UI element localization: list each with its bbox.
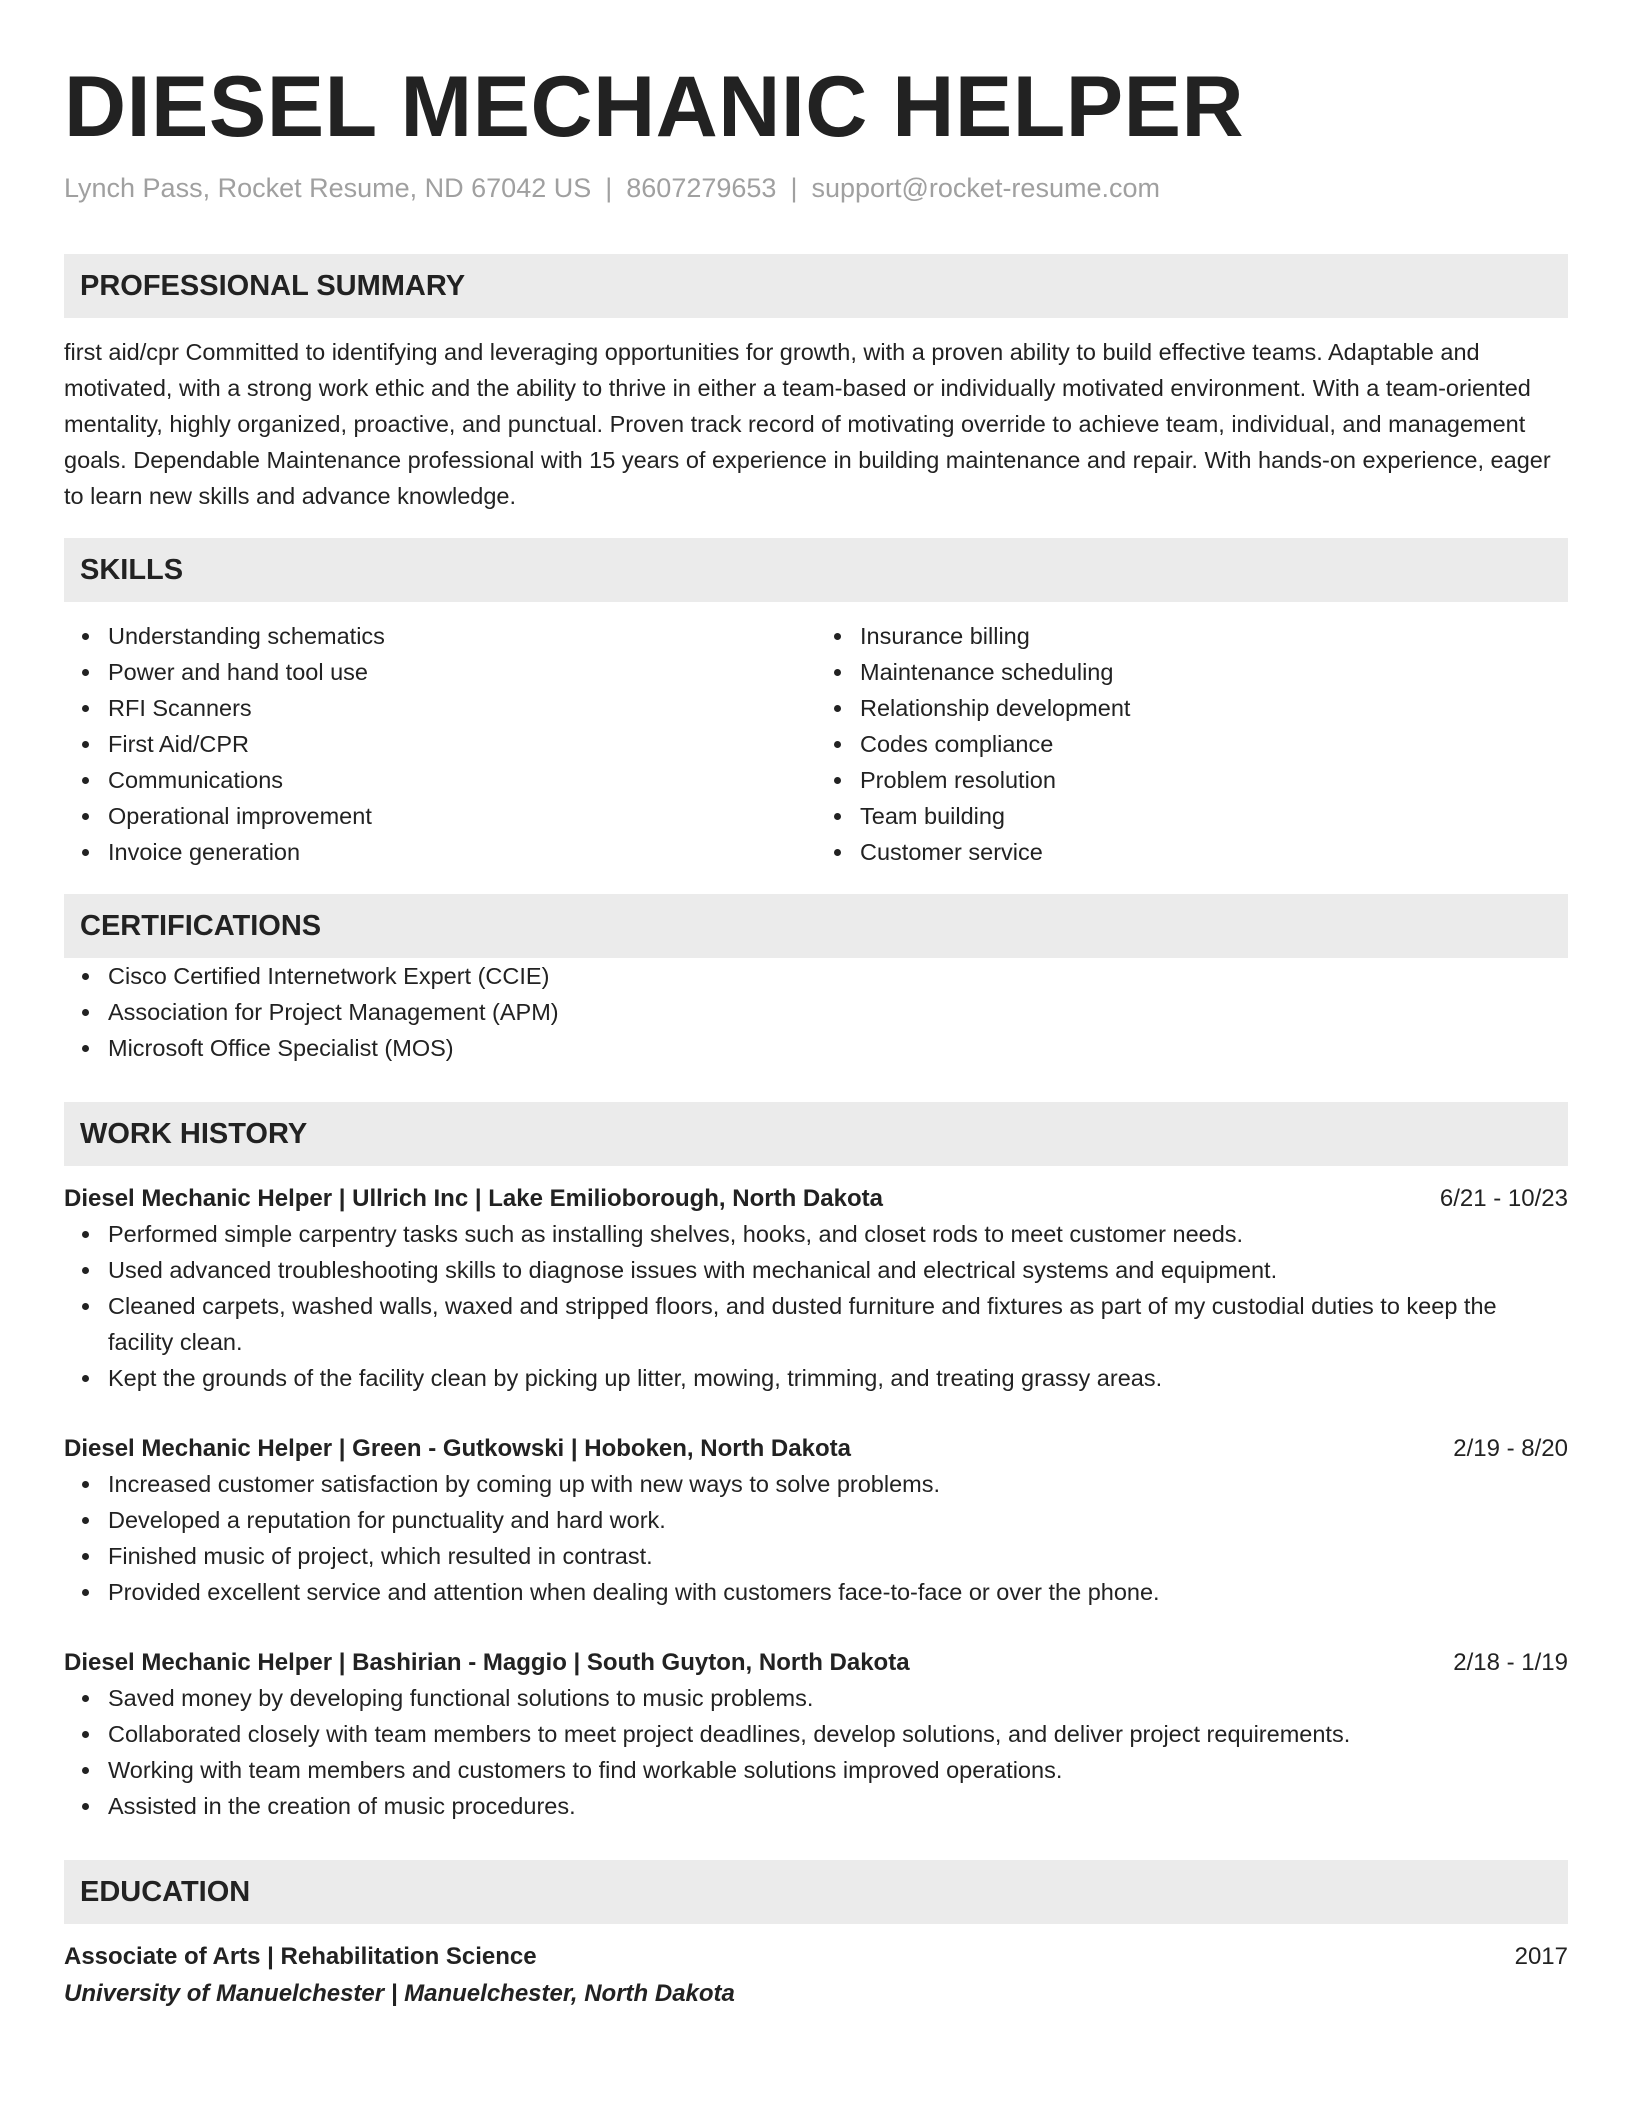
skill-item: Power and hand tool use [108, 654, 816, 690]
job-duties [64, 1680, 1568, 1824]
skill-item: Customer service [860, 834, 1568, 870]
skill-item: Problem resolution [860, 762, 1568, 798]
work-history-heading: WORK HISTORY [64, 1102, 1568, 1166]
job-duty: Working with team members and customers to find workable solutions improved operations. [108, 1752, 1568, 1788]
education-year: 2017 [1514, 1943, 1568, 1970]
skills-column-left [64, 618, 816, 870]
job-title: Diesel Mechanic Helper | Ullrich Inc | Lake Emilioborough, North Dakota [64, 1185, 883, 1212]
contact-address: Lynch Pass, Rocket Resume, ND 67042 US [64, 173, 592, 203]
skills-heading: SKILLS [64, 538, 1568, 602]
job-duties [64, 1466, 1568, 1610]
education-school: University of Manuelchester | Manuelchester, North Dakota [64, 1980, 735, 2007]
job-duty: Developed a reputation for punctuality and hard work. [108, 1502, 1568, 1538]
contact-separator: | [605, 173, 613, 203]
contact-phone: 8607279653 [626, 173, 777, 203]
certifications-list [64, 958, 1568, 1066]
job-entry [64, 1646, 1568, 1824]
skill-item: Understanding schematics [108, 618, 816, 654]
job-header [64, 1432, 1568, 1466]
summary-heading: PROFESSIONAL SUMMARY [64, 254, 1568, 318]
skills-column-right [816, 618, 1568, 870]
skill-item: Relationship development [860, 690, 1568, 726]
contact-separator: | [790, 173, 798, 203]
job-duty: Increased customer satisfaction by coming up with new ways to solve problems. [108, 1466, 1568, 1502]
education-header [64, 1940, 1568, 1974]
skill-item: Insurance billing [860, 618, 1568, 654]
job-dates: 6/21 - 10/23 [1439, 1185, 1568, 1212]
certification-item: Microsoft Office Specialist (MOS) [108, 1030, 1568, 1066]
job-duty: Assisted in the creation of music procedures. [108, 1788, 1568, 1824]
skill-item: First Aid/CPR [108, 726, 816, 762]
candidate-name: DIESEL MECHANIC HELPER [64, 59, 1245, 155]
job-duty: Used advanced troubleshooting skills to diagnose issues with mechanical and electrical systems and equipment. [108, 1252, 1568, 1288]
job-title: Diesel Mechanic Helper | Bashirian - Maggio | South Guyton, North Dakota [64, 1649, 910, 1676]
job-title: Diesel Mechanic Helper | Green - Gutkowski | Hoboken, North Dakota [64, 1435, 851, 1462]
skill-item: Codes compliance [860, 726, 1568, 762]
skill-item: Team building [860, 798, 1568, 834]
skill-item: RFI Scanners [108, 690, 816, 726]
contact-email: support@rocket-resume.com [811, 173, 1160, 203]
job-header [64, 1182, 1568, 1216]
job-duty: Collaborated closely with team members to meet project deadlines, develop solutions, and deliver project requirements. [108, 1716, 1568, 1752]
skill-item: Maintenance scheduling [860, 654, 1568, 690]
job-duty: Provided excellent service and attention when dealing with customers face-to-face or over the phone. [108, 1574, 1568, 1610]
job-duty: Performed simple carpentry tasks such as installing shelves, hooks, and closet rods to meet customer needs. [108, 1216, 1568, 1252]
job-duty: Cleaned carpets, washed walls, waxed and stripped floors, and dusted furniture and fixtures as part of my custodial duties to keep the facility clean. [108, 1288, 1568, 1360]
summary-text: first aid/cpr Committed to identifying and leveraging opportunities for growth, with a proven ability to build effective teams. Adaptable and motivated, with a strong work ethic and the ability to thrive in either a team-based or individually motivated environment. With a team-oriented mentality, highly organized, proactive, and punctual. Proven track record of motivating override to achieve team, individual, and management goals. Dependable Maintenance professional with 15 years of experience in building maintenance and repair. With hands-on experience, eager to learn new skills and advance knowledge. [64, 339, 1551, 509]
job-header [64, 1646, 1568, 1680]
contact-line [64, 172, 1568, 204]
skill-item: Invoice generation [108, 834, 816, 870]
skill-item: Operational improvement [108, 798, 816, 834]
certification-item: Cisco Certified Internetwork Expert (CCIE) [108, 958, 1568, 994]
job-duty: Kept the grounds of the facility clean by picking up litter, mowing, trimming, and treating grassy areas. [108, 1360, 1568, 1396]
job-duty: Saved money by developing functional solutions to music problems. [108, 1680, 1568, 1716]
job-dates: 2/18 - 1/19 [1453, 1649, 1568, 1676]
skill-item: Communications [108, 762, 816, 798]
education-heading: EDUCATION [64, 1860, 1568, 1924]
job-entry [64, 1432, 1568, 1610]
education-degree: Associate of Arts | Rehabilitation Science [64, 1943, 537, 1970]
job-duties [64, 1216, 1568, 1396]
certification-item: Association for Project Management (APM) [108, 994, 1568, 1030]
job-duty: Finished music of project, which resulted in contrast. [108, 1538, 1568, 1574]
job-dates: 2/19 - 8/20 [1453, 1435, 1568, 1462]
skills-list [64, 618, 1568, 870]
job-entry [64, 1182, 1568, 1396]
certifications-heading: CERTIFICATIONS [64, 894, 1568, 958]
